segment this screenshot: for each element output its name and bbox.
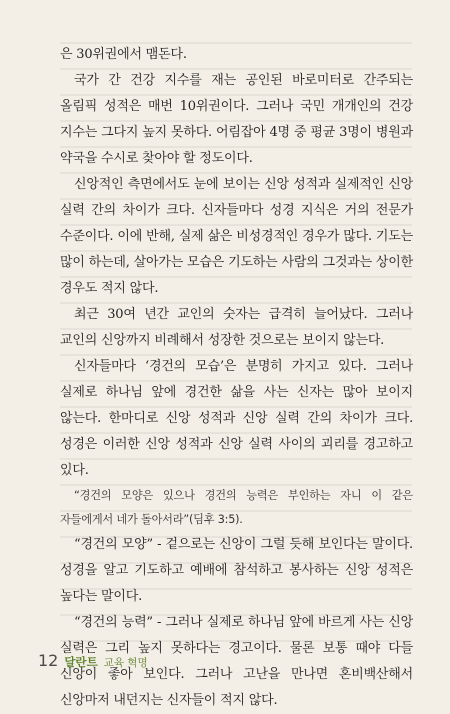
- page-number: 12: [38, 651, 59, 670]
- paragraph-4: 최근 30여 년간 교인의 숫자는 급격히 늘어났다. 그러나 교인의 신앙까지 비례해서 성장한 것으로는 보이지 않는다.: [60, 307, 413, 348]
- scripture-quote: “경건의 모양은 있으나 경건의 능력은 부인하는 자니 이 같은 자들에게서 네가 돌아서라”(딤후 3:5).: [60, 489, 413, 526]
- paragraph-5: 신자들마다 ‘경건의 모습’은 분명히 가지고 있다. 그러나 실제로 하나님 앞에 경건한 삶을 사는 신자는 많아 보이지 않는다. 한마디로 신앙 성적과 신앙 실력 간의 차이가 크다. 성경은 이러한 신앙 성적과 신앙 실력 사이의 괴리를 경고하고 있다.: [60, 359, 413, 478]
- book-subtitle: 교육 혁명: [103, 657, 148, 669]
- paragraph-7: “경건의 능력” - 그러나 실제로 하나님 앞에 바르게 사는 신앙 실력은 그리 높지 못하다는 경고이다. 물론 보통 때야 다들 신앙이 좋아 보인다. 그러나 고난을 만나면 혼비백산해서 신앙마저 내던지는 신자들이 적지 않다.: [60, 615, 413, 708]
- paragraph-3: 신앙적인 측면에서도 눈에 보이는 신앙 성적과 실제적인 신앙 실력 간의 차이가 크다. 신자들마다 성경 지식은 거의 전문가 수준이다. 이에 반해, 실제 삶은 비성경적인 경우가 많다. 기도는 많이 하는데, 살아가는 모습은 기도하는 사람의 그것과는 상이한 경우도 적지 않다.: [60, 177, 413, 296]
- paragraph-6: “경건의 모양” - 겉으로는 신앙이 그럴 듯해 보인다는 말이다. 성경을 알고 기도하고 예배에 참석하고 봉사하는 신앙 성적은 높다는 말이다.: [60, 537, 413, 604]
- page-body: [60, 42, 413, 714]
- paragraph-1: 은 30위권에서 맴돈다.: [60, 47, 187, 62]
- book-title: 달란트: [64, 655, 98, 669]
- page-footer: [38, 651, 148, 670]
- paragraph-2: 국가 간 건강 지수를 재는 공인된 바로미터로 간주되는 올림픽 성적은 매번 10위권이다. 그러나 국민 개개인의 건강 지수는 그다지 높지 못하다. 어림잡아 4명 중 평균 3명이 병원과 약국을 수시로 찾아야 할 정도이다.: [60, 73, 413, 166]
